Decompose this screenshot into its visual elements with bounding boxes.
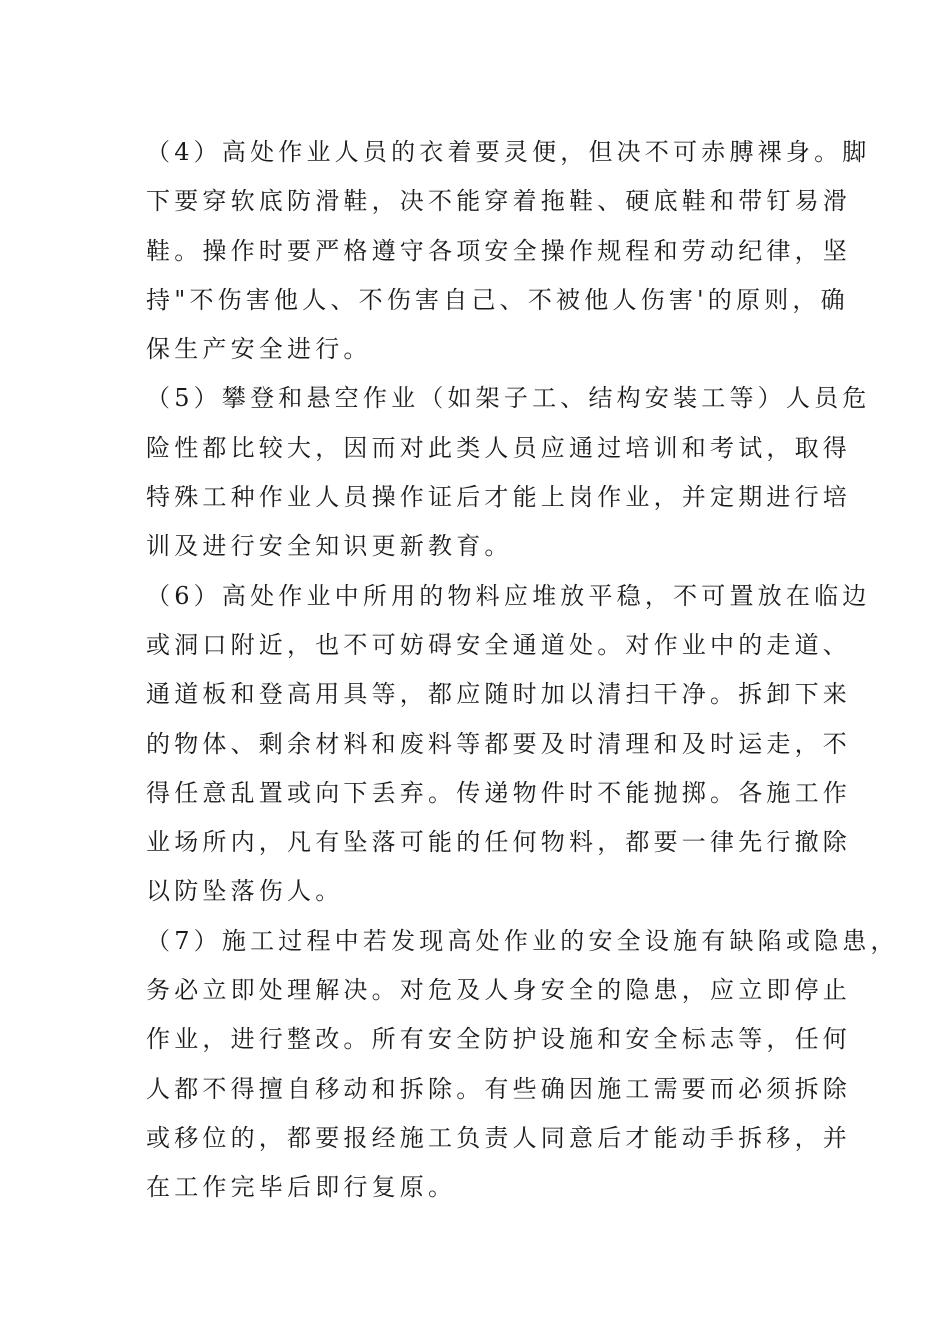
text-line: 下要穿软底防滑鞋，决不能穿着拖鞋、硬底鞋和带钉易滑 [146, 187, 851, 216]
text-line: 或洞口附近，也不可妨碍安全通道处。对作业中的走道、 [146, 630, 851, 659]
text-line: 险性都比较大，因而对此类人员应通过培训和考试，取得 [146, 433, 851, 462]
paragraph-7 [146, 917, 899, 1213]
paragraph-4 [146, 128, 871, 374]
text-line: （5）攀登和悬空作业（如架子工、结构安装工等）人员危 [146, 384, 871, 413]
text-line: （7）施工过程中若发现高处作业的安全设施有缺陷或隐患， [146, 926, 899, 955]
text-line: 业场所内，凡有坠落可能的任何物料，都要一律先行撤除 [146, 828, 851, 857]
text-line: 鞋。操作时要严格遵守各项安全操作规程和劳动纪律，坚 [146, 236, 851, 265]
text-line: （4）高处作业人员的衣着要灵便，但决不可赤膊裸身。脚 [146, 138, 871, 166]
text-line: 人都不得擅自移动和拆除。有些确因施工需要而必须拆除 [146, 1074, 851, 1103]
text-line: 在工作完毕后即行复原。 [146, 1173, 457, 1202]
text-line: 以防坠落伤人。 [146, 877, 344, 906]
text-line: 务必立即处理解决。对危及人身安全的隐患，应立即停止 [146, 976, 851, 1005]
document-body [146, 128, 899, 1213]
text-line: 持"不伤害他人、不伤害自己、不被他人伤害'的原则，确 [146, 285, 849, 314]
text-line: 通道板和登高用具等，都应随时加以清扫干净。拆卸下来 [146, 680, 851, 709]
text-line: 或移位的，都要报经施工负责人同意后才能动手拆移，并 [146, 1123, 851, 1152]
text-line: （6）高处作业中所用的物料应堆放平稳，不可置放在临边 [146, 581, 871, 610]
text-line: 特殊工种作业人员操作证后才能上岗作业，并定期进行培 [146, 483, 851, 512]
text-line: 作业，进行整改。所有安全防护设施和安全标志等，任何 [146, 1025, 851, 1054]
text-line: 得任意乱置或向下丢弃。传递物件时不能抛掷。各施工作 [146, 778, 851, 807]
paragraph-6 [146, 572, 871, 917]
text-line: 训及进行安全知识更新教育。 [146, 532, 513, 561]
paragraph-5 [146, 374, 871, 571]
text-line: 的物体、剩余材料和废料等都要及时清理和及时运走，不 [146, 729, 851, 758]
text-line: 保生产安全进行。 [146, 335, 372, 364]
